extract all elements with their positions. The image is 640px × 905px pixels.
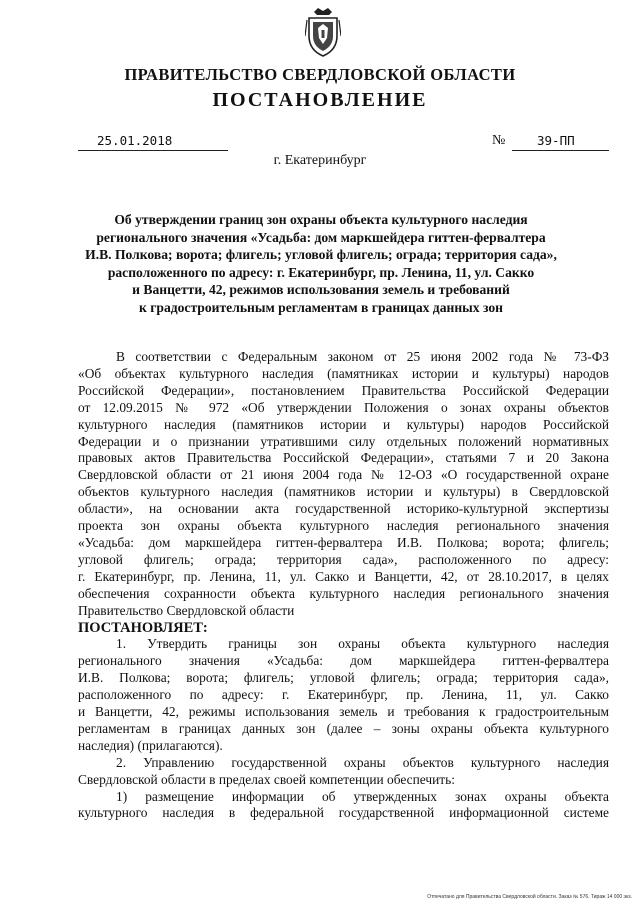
body-line: «Об объектах культурного наследия (памятниках истории и культуры) народов [78,365,609,381]
body-line: г. Екатеринбург, пр. Ленина, 11, ул. Сакко и Ванцетти, 42, от 28.10.2017, в целях [78,568,609,584]
body-line: проекта зон охраны объекта культурного наследия регионального значения [78,518,609,534]
government-title: ПРАВИТЕЛЬСТВО СВЕРДЛОВСКОЙ ОБЛАСТИ [124,65,516,84]
body-line: Свердловской области от 21 июня 2004 года № 12-ОЗ «О государственной охране [78,467,609,483]
body-line: «Усадьба: дом маркшейдера гиттен-фервалтера И.В. Полкова; ворота; флигель; [78,534,609,550]
body-line: регламентам в границах данных зон (далее – зоны охраны объекта культурного [78,720,609,736]
number-label: № [492,133,506,148]
body-line: Российской Федерации», постановлением Правительства Российской Федерации [78,382,609,398]
subject-line: к градостроительным регламентам в границах данных зон [139,299,503,315]
body-line: области», на основании акта государственной историко-культурной экспертизы [78,501,609,517]
document-type: ПОСТАНОВЛЕНИЕ [212,89,428,111]
body-line: Федерации и о признании утратившими силу отдельных положений нормативных [78,433,609,449]
subject-line: и Ванцетти, 42, режимов использования земель и требований [132,282,510,297]
body-line: регионального значения «Усадьба: дом маркшейдера гиттен-фервалтера [78,653,609,669]
body-line: Правительство Свердловской области [78,602,295,618]
decree-heading: ПОСТАНОВЛЯЕТ: [78,619,208,636]
city: г. Екатеринбург [273,153,367,168]
document-number: 39-ПП [537,133,575,148]
body-line: 1. Утвердить границы зон охраны объекта культурного наследия [116,636,609,652]
document-subject [76,211,566,316]
body-line: правовых актов Правительства Российской Федерации», статьями 7 и 20 Закона [78,450,609,466]
body-line: объектов культурного наследия (памятников истории и культуры) в Свердловской [78,484,609,500]
body-line: Свердловской области в пределах своей компетенции обеспечить: [78,771,455,787]
body-line: 1) размещение информации об утвержденных зонах охраны объекта [116,788,609,804]
subject-line: регионального значения «Усадьба: дом маркшейдера гиттен-фервалтера [96,229,546,245]
subject-line: расположенного по адресу: г. Екатеринбург, пр. Ленина, 11, ул. Сакко [107,264,535,280]
body-line: от 12.09.2015 № 972 «Об утверждении Положения о зонах охраны объектов [78,399,609,415]
body-line: расположенного по адресу: г. Екатеринбург, пр. Ленина, 11, ул. Сакко [78,687,609,703]
body-line: В соответствии с Федеральным законом от 25 июня 2002 года № 73-ФЗ [116,349,609,364]
body-line: обеспечения сохранности объекта культурного наследия регионального значения [78,585,609,601]
body-line: культурного наследия (памятников истории и культуры) народов Российской [78,416,609,432]
document-date: 25.01.2018 [97,133,173,148]
document-body [78,349,609,822]
body-line: и Ванцетти, 42, режимы использования земель и требования к градостроительным [78,704,609,720]
body-line: угловой флигель; ограда; территория сада», расположенного по адресу: [78,551,609,567]
body-line: культурного наследия в федеральной государственной информационной системе [78,805,609,821]
body-line: И.В. Полкова; ворота; флигель; угловой флигель; ограда; территория сада», [78,670,609,686]
subject-line: И.В. Полкова; ворота; флигель; угловой флигель; ограда; территория сада», [85,247,557,262]
subject-line: Об утверждении границ зон охраны объекта культурного наследия [114,212,528,227]
body-line: наследия) (прилагаются). [78,737,223,753]
body-line: 2. Управлению государственной охраны объектов культурного наследия [116,754,609,770]
print-footnote: Отпечатано для Правительства Свердловской области. Заказ № 576. Тираж 14 000 экз. [427,894,632,900]
coat-of-arms-icon [305,6,341,58]
